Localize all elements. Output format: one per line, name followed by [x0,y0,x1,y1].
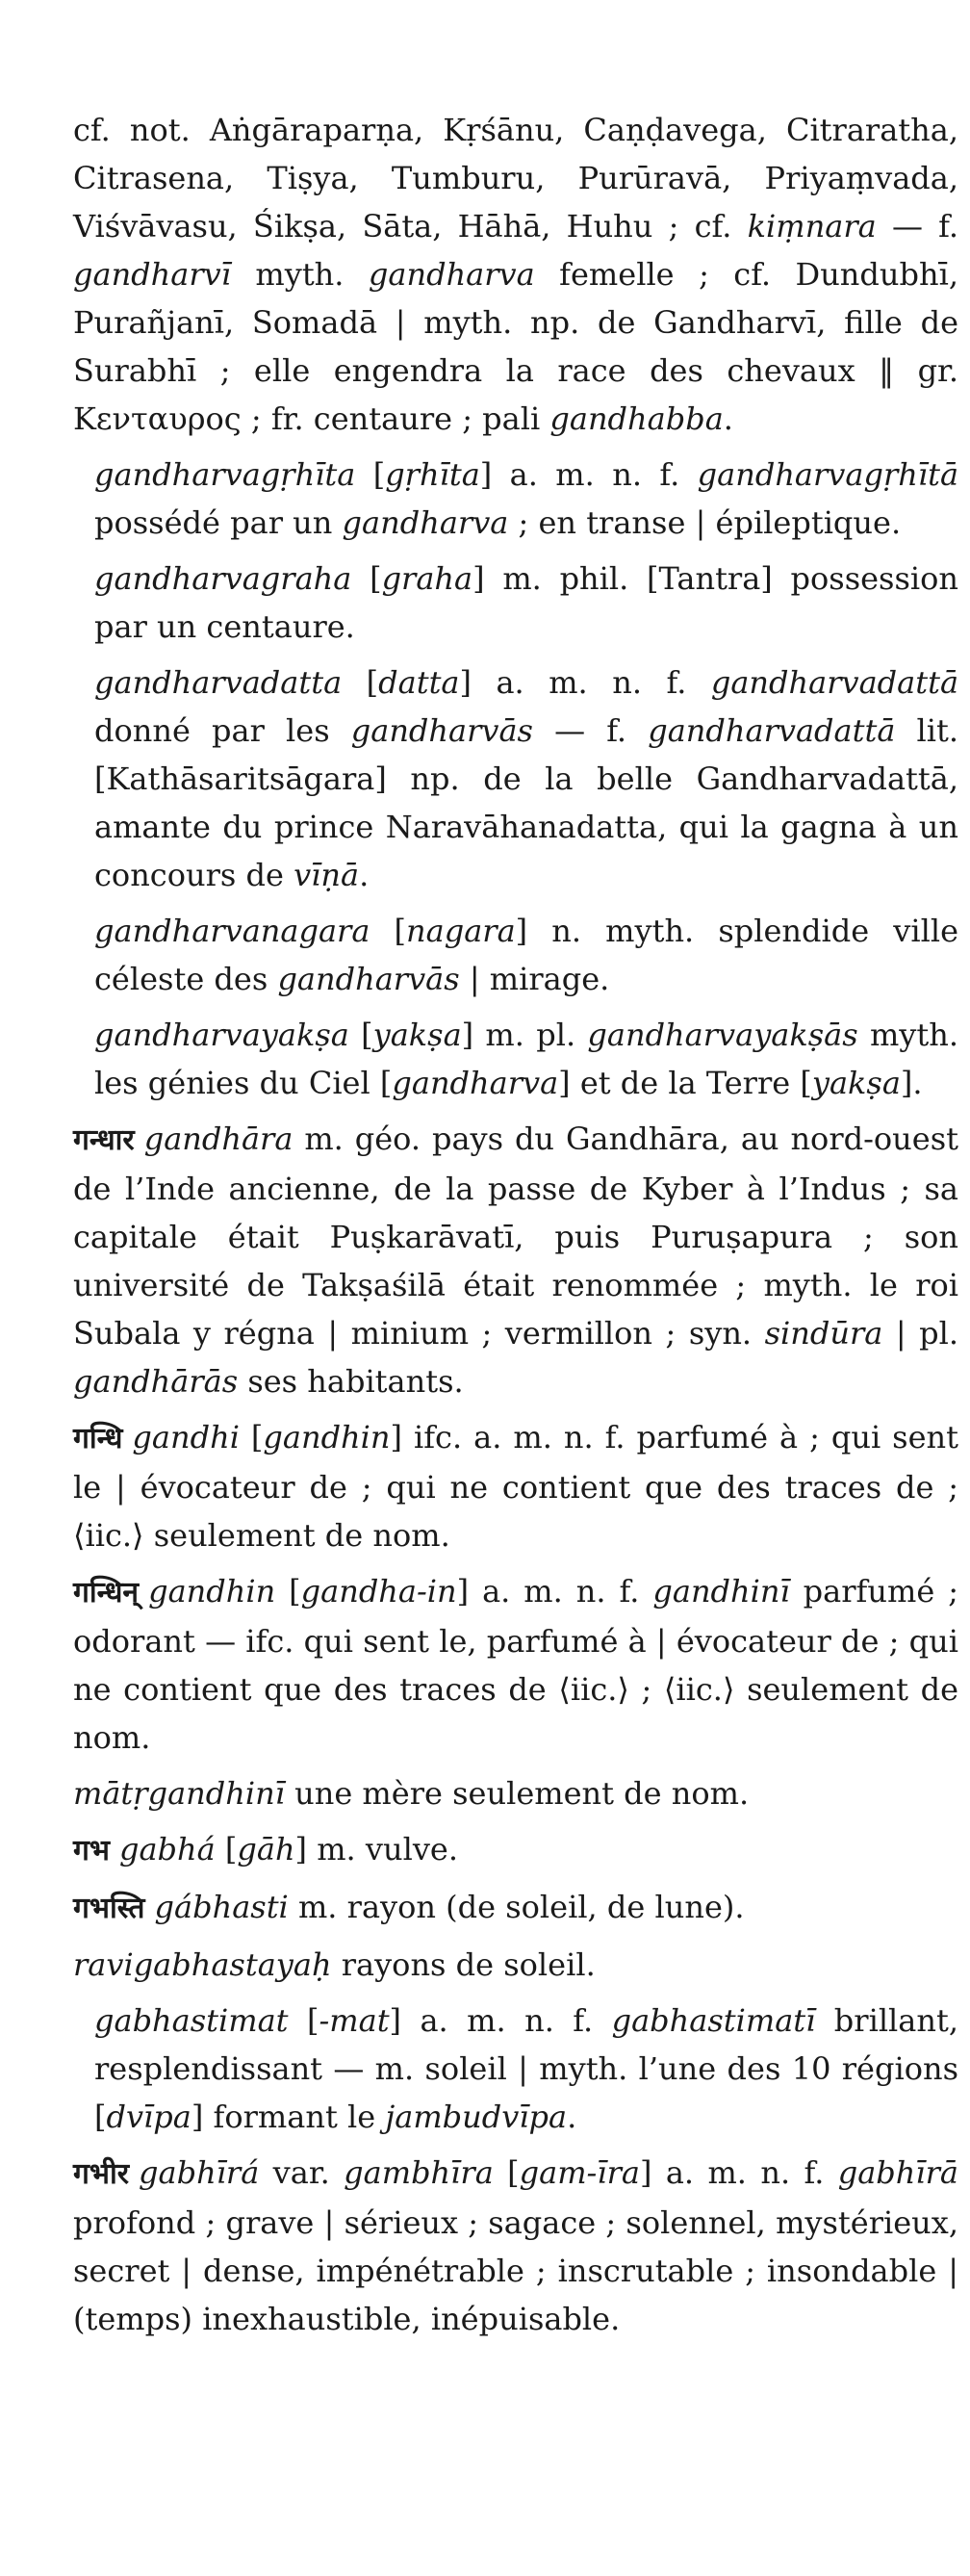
entry-gandharvadatta [73,658,958,899]
entry-text: gabhīrá var. gambhīra [gam-īra] a. m. n. f. gabhīrā profond ; grave | sérieux ; sagace ; solennel, mystérieux, secret | dense, impénétrable ; inscrutable ; insondable | (temps) inexhaustible, inépuisable. [73,2154,958,2337]
entry-gandhi [73,1413,958,1559]
entry-text: gabhá [gāh] m. vulve. [118,1831,458,1868]
devanagari-headword: गभस्ति [73,1892,145,1925]
entry-gandharva-cont [73,106,958,443]
devanagari-headword: गन्धार [73,1123,135,1157]
entry-gabhastimat [73,1996,958,2141]
entry-text: gandharvadatta [datta] a. m. n. f. gandharvadattā donné par les gandharvās — f. gandharvadattā lit. [Kathāsaritsāgara] np. de la belle Gandharvadattā, amante du prince Naravāhanadatta, qui la gagna à un concours de vīṇā. [94,664,959,893]
entry-text: gábhasti m. rayon (de soleil, de lune). [154,1889,745,1925]
entry-gandharvanagara [73,907,958,1003]
entry-gabhira [73,2149,958,2343]
entry-gandharvagraha [73,554,958,651]
entry-text: gandhi [gandhin] ifc. a. m. n. f. parfumé à ; qui sent le | évocateur de ; qui ne contient que des traces de ; ⟨iic.⟩ seulement de nom. [73,1419,959,1554]
entry-text: gandharvagraha [graha] m. phil. [Tantra] possession par un centaure. [94,560,959,645]
devanagari-headword: गभ [73,1834,110,1868]
entry-gabha [73,1825,958,1875]
devanagari-headword: गन्धिन् [73,1576,140,1610]
entry-gandharvagrhita [73,451,958,547]
devanagari-headword: गन्धि [73,1422,123,1455]
entry-gandharvayaksa [73,1011,958,1107]
entry-ravigabhastayah [73,1941,958,1989]
entry-matrgandhini [73,1769,958,1817]
entry-gandhin [73,1567,958,1762]
entry-text: gandharvagṛhīta [gṛhīta] a. m. n. f. gandharvagṛhītā possédé par un gandharva ; en transe | épileptique. [94,456,959,541]
entry-text: gabhastimat [-mat] a. m. n. f. gabhastimatī brillant, resplendissant — m. soleil | myth. l’une des 10 régions [dvīpa] formant le jambudvīpa. [94,2002,959,2135]
entry-text: gandharvanagara [nagara] n. myth. splendide ville céleste des gandharvās | mirage. [94,913,959,997]
entry-text: gandhāra m. géo. pays du Gandhāra, au nord-ouest de l’Inde ancienne, de la passe de Kyber à l’Indus ; sa capitale était Puṣkarāvatī, puis Puruṣapura ; son université de Takṣaśilā était renommée ; myth. le roi Subala y régna | minium ; vermillon ; syn. sindūra | pl. gandhārās ses habitants. [73,1121,959,1400]
entry-text: cf. not. Aṅgāraparṇa, Kṛśānu, Caṇḍavega, Citraratha, Citrasena, Tiṣya, Tumburu, Purūravā, Priyaṃvada, Viśvāvasu, Śikṣa, Sāta, Hāhā, Huhu ; cf. kiṃnara — f. gandharvī myth. gandharva femelle ; cf. Dundubhī, Purañjanī, Somadā | myth. np. de Gandharvī, fille de Surabhī ; elle engendra la race des chevaux ‖ gr. Κενταυρος ; fr. centaure ; pali gandhabba. [73,112,959,437]
entry-text: ravigabhastayaḥ rayons de soleil. [73,1946,596,1983]
entry-text: gandharvayakṣa [yakṣa] m. pl. gandharvayakṣās myth. les génies du Ciel [gandharva] et de la Terre [yakṣa]. [94,1017,958,1101]
entry-text: mātṛgandhinī une mère seulement de nom. [73,1775,750,1812]
entry-gandhara [73,1115,958,1405]
entry-gabhasti [73,1883,958,1933]
entry-text: gandhin [gandha-in] a. m. n. f. gandhinī parfumé ; odorant — ifc. qui sent le, parfumé à | évocateur de ; qui ne contient que des traces de ⟨iic.⟩ ; ⟨iic.⟩ seulement de nom. [73,1573,959,1756]
devanagari-headword: गभीर [73,2157,130,2191]
